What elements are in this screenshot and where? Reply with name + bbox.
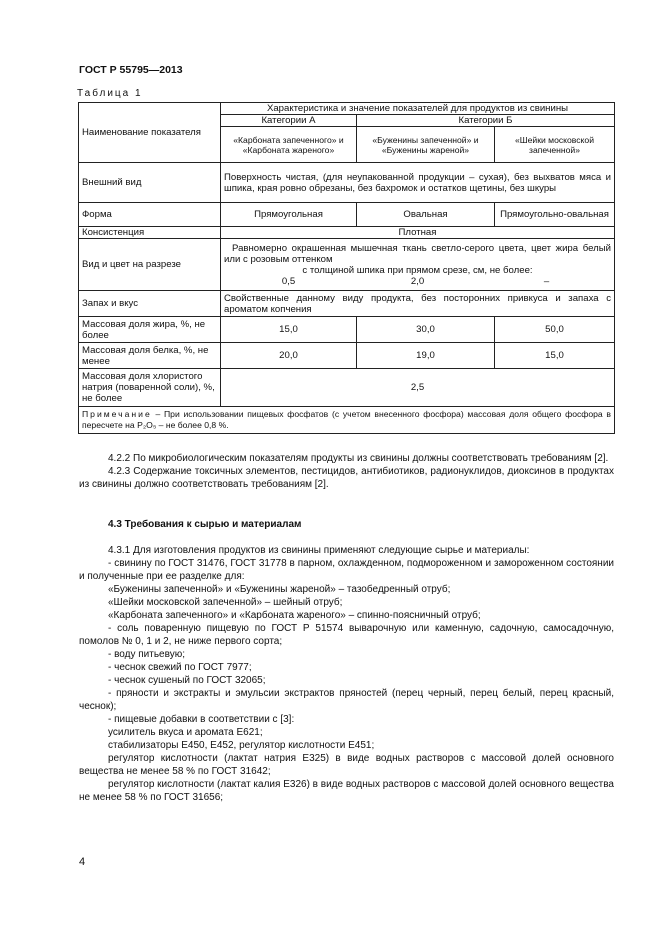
list-item: - чеснок сушеный по ГОСТ 32065;	[108, 675, 266, 686]
list-item: - пищевые добавки в соответствии с [3]:	[108, 714, 295, 725]
list-item: - свинину по ГОСТ 31476, ГОСТ 31778 в парном, охлажденном, подмороженном и замороженном состоянии и полученные при ее разделке для:	[79, 558, 614, 582]
list-item: - воду питьевую;	[108, 649, 185, 660]
section-heading-4-3: 4.3 Требования к сырью и материалам	[108, 519, 302, 530]
cell-shape-b2: Прямоугольно-овальная	[495, 203, 615, 227]
cell-fat-b1: 30,0	[357, 317, 495, 343]
col-header-group: Характеристика и значение показателей для продуктов из свинины	[221, 103, 615, 115]
cell-protein-a: 20,0	[221, 343, 357, 369]
row-value-consistency: Плотная	[221, 227, 615, 239]
cell-fat-b2: 50,0	[495, 317, 615, 343]
row-value-smell: Свойственные данному виду продукта, без посторонних привкуса и запаха с ароматом копчения	[221, 291, 615, 317]
row-name-cut: Вид и цвет на разрезе	[79, 239, 221, 291]
cell-protein-b2: 15,0	[495, 343, 615, 369]
cut-values	[224, 276, 611, 287]
document-code: ГОСТ Р 55795—2013	[79, 64, 183, 76]
note-label: Примечание	[82, 409, 152, 419]
cell-cut-b2: –	[543, 276, 550, 287]
col-header-indicator: Наименование показателя	[79, 103, 221, 163]
row-name-consistency: Консистенция	[79, 227, 221, 239]
row-value-cut	[221, 239, 615, 291]
cell-protein-b1: 19,0	[357, 343, 495, 369]
row-name-smell: Запах и вкус	[79, 291, 221, 317]
list-item: стабилизаторы Е450, Е452, регулятор кислотности Е451;	[108, 740, 375, 751]
list-item: - чеснок свежий по ГОСТ 7977;	[108, 662, 252, 673]
cell-cut-b1: 2,0	[410, 276, 425, 287]
list-item: регулятор кислотности (лактат натрия Е325) в виде водных растворов с массовой долей основного вещества не менее 58 % по ГОСТ 31642;	[79, 753, 614, 777]
row-name-protein: Массовая доля белка, %, не менее	[79, 343, 221, 369]
list-item: усилитель вкуса и аромата Е621;	[108, 727, 263, 738]
paragraph-4-2-2: 4.2.2 По микробиологическим показателям продукты из свинины должны соответствовать требованиям [2].	[108, 453, 609, 464]
table-note	[79, 407, 615, 434]
col-header-cat-b: Категории Б	[357, 115, 615, 127]
indicators-table	[78, 102, 615, 434]
table-caption: Таблица 1	[77, 88, 143, 99]
list-item: - соль поваренную пищевую по ГОСТ Р 51574 выварочную или каменную, садочную, самосадочную, помолов № 0, 1 и 2, не ниже первого сорта;	[79, 623, 614, 647]
row-name-fat: Массовая доля жира, %, не более	[79, 317, 221, 343]
materials-list	[79, 544, 614, 804]
list-item: «Буженины запеченной» и «Буженины жареной» – тазобедренный отруб;	[108, 584, 451, 595]
paragraph-4-2-3: 4.2.3 Содержание токсичных элементов, пестицидов, антибиотиков, радионуклидов, диоксинов в продуктах из свинины должно соответствовать требованиям [2].	[79, 466, 614, 490]
list-item: - пряности и экстракты и эмульсии экстрактов пряностей (перец черный, перец белый, перец красный, чеснок);	[79, 688, 614, 712]
list-item: «Шейки московской запеченной» – шейный отруб;	[108, 597, 343, 608]
body-text-block	[79, 452, 614, 491]
cut-subheading: с толщиной шпика при прямом срезе, см, не более:	[302, 265, 533, 276]
list-item: регулятор кислотности (лактат калия Е326) в виде водных растворов с массовой долей основного вещества не менее 58 % по ГОСТ 31656;	[79, 779, 614, 803]
cut-description: Равномерно окрашенная мышечная ткань светло-серого цвета, цвет жира белый или с розовым оттенком	[224, 243, 611, 265]
cell-cut-a: 0,5	[281, 276, 296, 287]
paragraph-4-3-1: 4.3.1 Для изготовления продуктов из свинины применяют следующие сырье и материалы:	[108, 545, 530, 556]
row-value-appearance: Поверхность чистая, (для неупакованной продукции – сухая), без выхватов мяса и шпика, края ровно обрезаны, без бахромок и остатков щетины, без шкуры	[221, 163, 615, 203]
cell-fat-a: 15,0	[221, 317, 357, 343]
cell-shape-b1: Овальная	[357, 203, 495, 227]
cell-shape-a: Прямоугольная	[221, 203, 357, 227]
page-number: 4	[79, 856, 86, 868]
col-header-product-b2: «Шейки московской запеченной»	[495, 127, 615, 163]
list-item: «Карбоната запеченного» и «Карбоната жареного» – спинно-поясничный отруб;	[108, 610, 481, 621]
row-name-salt: Массовая доля хлористого натрия (поваренной соли), %, не более	[79, 369, 221, 407]
note-text: – При использовании пищевых фосфатов (с учетом внесенного фосфора) массовая доля общего фосфора в пересчете на P₂O₅ – не более 0,8 %.	[82, 409, 611, 430]
row-name-shape: Форма	[79, 203, 221, 227]
row-name-appearance: Внешний вид	[79, 163, 221, 203]
col-header-product-b1: «Буженины запеченной» и «Буженины жареной»	[357, 127, 495, 163]
col-header-cat-a: Категории А	[221, 115, 357, 127]
row-value-salt: 2,5	[221, 369, 615, 407]
col-header-product-a: «Карбоната запеченного» и «Карбоната жареного»	[221, 127, 357, 163]
